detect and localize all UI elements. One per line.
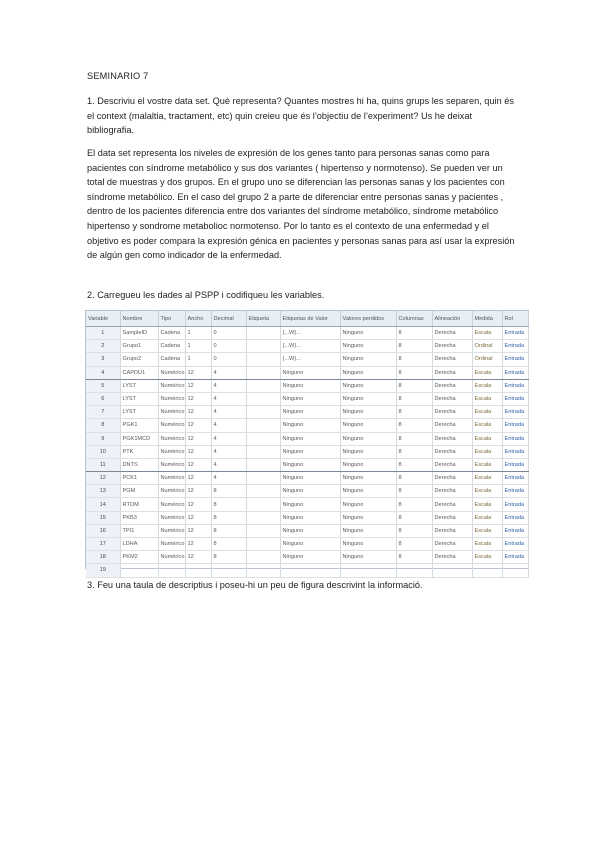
table-cell xyxy=(246,498,280,511)
table-cell: Ninguno xyxy=(340,485,396,498)
table-cell: Grupo1 xyxy=(120,340,158,353)
table-cell: PGK1 xyxy=(120,419,158,432)
table-cell xyxy=(246,406,280,419)
table-cell: 8 xyxy=(211,524,246,537)
table-cell xyxy=(246,564,280,577)
table-cell: 4 xyxy=(211,445,246,458)
table-cell: Ninguno xyxy=(280,472,340,485)
table-cell: Derecha xyxy=(432,419,472,432)
table-cell: Numérico xyxy=(158,392,185,405)
table-cell: Ninguno xyxy=(340,340,396,353)
table-cell: 1 xyxy=(185,353,211,366)
table-cell: Grupo2 xyxy=(120,353,158,366)
table-row xyxy=(86,511,528,524)
table-cell: Escala xyxy=(472,366,502,379)
table-cell: Ninguno xyxy=(340,392,396,405)
table-cell xyxy=(246,379,280,392)
table-cell: Derecha xyxy=(432,392,472,405)
table-cell: 12 xyxy=(185,511,211,524)
table-cell: Ninguno xyxy=(280,485,340,498)
row-number: 10 xyxy=(86,445,120,458)
document-title: SEMINARIO 7 xyxy=(87,71,149,81)
row-number: 7 xyxy=(86,406,120,419)
table-cell xyxy=(246,472,280,485)
table-cell xyxy=(211,564,246,577)
table-cell xyxy=(246,445,280,458)
table-row xyxy=(86,458,528,471)
table-cell: Entrada xyxy=(502,551,528,564)
table-cell: 12 xyxy=(185,551,211,564)
table-cell: Ninguno xyxy=(280,392,340,405)
table-cell: Entrada xyxy=(502,419,528,432)
table-cell xyxy=(246,432,280,445)
table-cell: PGM xyxy=(120,485,158,498)
table-cell: Ninguno xyxy=(280,551,340,564)
table-cell: 12 xyxy=(185,485,211,498)
table-cell: Derecha xyxy=(432,458,472,471)
table-cell: 8 xyxy=(396,458,432,471)
table-row xyxy=(86,392,528,405)
column-header: Etiquetas de Valor xyxy=(280,311,340,327)
table-cell: 0 xyxy=(211,340,246,353)
question-2: 2. Carregueu les dades al PSPP i codifiqueu les variables. xyxy=(87,290,325,300)
table-cell: Derecha xyxy=(432,353,472,366)
table-cell: LDHA xyxy=(120,538,158,551)
table-cell: 8 xyxy=(396,538,432,551)
row-number: 17 xyxy=(86,538,120,551)
table-cell: Cadena xyxy=(158,340,185,353)
row-number: 6 xyxy=(86,392,120,405)
table-cell: Escala xyxy=(472,406,502,419)
table-cell: 8 xyxy=(211,551,246,564)
row-number: 1 xyxy=(86,327,120,340)
row-number: 14 xyxy=(86,498,120,511)
table-cell: Entrada xyxy=(502,379,528,392)
column-header: Medida xyxy=(472,311,502,327)
table-row xyxy=(86,485,528,498)
table-cell: Entrada xyxy=(502,406,528,419)
table-cell xyxy=(396,564,432,577)
table-cell: Derecha xyxy=(432,524,472,537)
table-cell xyxy=(502,564,528,577)
table-cell: 12 xyxy=(185,379,211,392)
column-header: Ancho xyxy=(185,311,211,327)
table-cell: Ninguno xyxy=(340,551,396,564)
table-cell: Derecha xyxy=(432,472,472,485)
table-cell xyxy=(246,392,280,405)
table-cell: Derecha xyxy=(432,538,472,551)
table-row xyxy=(86,524,528,537)
table-cell: 8 xyxy=(396,432,432,445)
table-cell: 4 xyxy=(211,419,246,432)
table-cell: Entrada xyxy=(502,458,528,471)
table-cell: RTOM xyxy=(120,498,158,511)
table-cell: 8 xyxy=(396,498,432,511)
table-cell: Escala xyxy=(472,419,502,432)
column-header: Valores perdidos xyxy=(340,311,396,327)
row-number: 19 xyxy=(86,564,120,577)
table-cell: Numérico xyxy=(158,472,185,485)
table-cell: 8 xyxy=(396,419,432,432)
table-cell: 8 xyxy=(211,511,246,524)
table-cell: LYST xyxy=(120,392,158,405)
table-row xyxy=(86,406,528,419)
table-row xyxy=(86,538,528,551)
table-cell: 8 xyxy=(396,353,432,366)
table-row xyxy=(86,340,528,353)
table-cell: Escala xyxy=(472,445,502,458)
table-cell xyxy=(472,564,502,577)
table-cell: 8 xyxy=(396,524,432,537)
row-number: 18 xyxy=(86,551,120,564)
row-number: 8 xyxy=(86,419,120,432)
table-cell: Derecha xyxy=(432,340,472,353)
table-cell: Entrada xyxy=(502,485,528,498)
table-cell: CAPDU1 xyxy=(120,366,158,379)
table-cell: 8 xyxy=(396,445,432,458)
table-cell xyxy=(246,353,280,366)
column-header: Tipo xyxy=(158,311,185,327)
table-cell: Entrada xyxy=(502,327,528,340)
table-cell: Entrada xyxy=(502,538,528,551)
table-cell: Escala xyxy=(472,432,502,445)
table-cell: Ninguno xyxy=(340,353,396,366)
table-cell: Ordinal xyxy=(472,340,502,353)
table-row xyxy=(86,366,528,379)
table-cell: 1 xyxy=(185,327,211,340)
table-cell: Derecha xyxy=(432,551,472,564)
table-cell xyxy=(185,564,211,577)
table-cell: Escala xyxy=(472,498,502,511)
table-cell xyxy=(246,366,280,379)
table-cell: 8 xyxy=(396,327,432,340)
table-cell: PTK xyxy=(120,445,158,458)
table-cell: 8 xyxy=(396,472,432,485)
table-cell xyxy=(158,564,185,577)
table-cell: Cadena xyxy=(158,327,185,340)
table-row xyxy=(86,419,528,432)
row-number: 4 xyxy=(86,366,120,379)
table-cell: Numérico xyxy=(158,366,185,379)
table-cell: Ninguno xyxy=(340,366,396,379)
table-cell: Ninguno xyxy=(280,366,340,379)
column-header: Columnas xyxy=(396,311,432,327)
table-cell: Cadena xyxy=(158,353,185,366)
table-cell: {...W}... xyxy=(280,353,340,366)
table-cell: 8 xyxy=(211,485,246,498)
table-cell: Escala xyxy=(472,524,502,537)
table-cell: {...W}... xyxy=(280,327,340,340)
table-cell: Escala xyxy=(472,485,502,498)
table-cell xyxy=(246,327,280,340)
table-cell xyxy=(280,564,340,577)
table-cell: 12 xyxy=(185,406,211,419)
row-number: 15 xyxy=(86,511,120,524)
table-cell: Ninguno xyxy=(340,445,396,458)
table-cell: Escala xyxy=(472,538,502,551)
table-cell: Entrada xyxy=(502,524,528,537)
table-cell: Escala xyxy=(472,327,502,340)
table-cell: Numérico xyxy=(158,485,185,498)
table-cell: 12 xyxy=(185,472,211,485)
table-cell: PKM2 xyxy=(120,551,158,564)
table-cell: 8 xyxy=(396,366,432,379)
table-cell: {...W}... xyxy=(280,340,340,353)
table-cell: Ninguno xyxy=(340,511,396,524)
table-cell: DNTS xyxy=(120,458,158,471)
table-cell: Numérico xyxy=(158,445,185,458)
column-header: Nombre xyxy=(120,311,158,327)
question-1: 1. Descriviu el vostre data set. Què representa? Quantes mostres hi ha, quins grups les separen, quin és el context (malaltia, tractament, etc) quin creieu que és l’objectiu de l’experiment? Us he deixat bibliografia. xyxy=(87,96,514,136)
table-cell: 1 xyxy=(185,340,211,353)
table-cell: PKB3 xyxy=(120,511,158,524)
table-cell: Entrada xyxy=(502,445,528,458)
table-row xyxy=(86,432,528,445)
table-row xyxy=(86,379,528,392)
table-row xyxy=(86,353,528,366)
table-cell xyxy=(246,485,280,498)
variable-table xyxy=(86,311,529,578)
table-cell: 12 xyxy=(185,445,211,458)
table-row xyxy=(86,472,528,485)
table-cell: 4 xyxy=(211,432,246,445)
table-cell: Numérico xyxy=(158,432,185,445)
table-cell: Ninguno xyxy=(340,379,396,392)
table-cell: 8 xyxy=(396,379,432,392)
table-cell: 12 xyxy=(185,392,211,405)
table-cell: Entrada xyxy=(502,353,528,366)
table-cell: PCK1 xyxy=(120,472,158,485)
row-number: 13 xyxy=(86,485,120,498)
table-cell: Ninguno xyxy=(340,419,396,432)
table-cell: Escala xyxy=(472,392,502,405)
table-cell: Derecha xyxy=(432,511,472,524)
table-cell: 4 xyxy=(211,366,246,379)
row-number: 11 xyxy=(86,458,120,471)
table-cell xyxy=(246,524,280,537)
table-cell: Numérico xyxy=(158,498,185,511)
column-header: Etiqueta xyxy=(246,311,280,327)
table-cell: PGK1MCD xyxy=(120,432,158,445)
table-cell xyxy=(246,340,280,353)
table-body xyxy=(86,327,528,578)
table-cell xyxy=(246,511,280,524)
table-cell: 0 xyxy=(211,327,246,340)
row-number: 12 xyxy=(86,472,120,485)
table-cell: Entrada xyxy=(502,366,528,379)
table-cell: Ninguno xyxy=(280,458,340,471)
table-cell xyxy=(246,538,280,551)
table-cell: 12 xyxy=(185,458,211,471)
table-cell: 8 xyxy=(396,406,432,419)
table-cell: Ninguno xyxy=(280,498,340,511)
table-cell: 12 xyxy=(185,366,211,379)
table-cell: 4 xyxy=(211,472,246,485)
table-cell: 8 xyxy=(396,340,432,353)
table-cell: Ninguno xyxy=(340,406,396,419)
table-cell: 8 xyxy=(396,392,432,405)
table-cell: Derecha xyxy=(432,498,472,511)
row-number: 5 xyxy=(86,379,120,392)
table-cell: Ninguno xyxy=(280,432,340,445)
table-cell: Numérico xyxy=(158,511,185,524)
table-cell xyxy=(246,458,280,471)
row-number: 3 xyxy=(86,353,120,366)
table-cell: 4 xyxy=(211,392,246,405)
table-cell: Derecha xyxy=(432,432,472,445)
table-cell: Escala xyxy=(472,472,502,485)
table-cell: Derecha xyxy=(432,406,472,419)
table-cell xyxy=(120,564,158,577)
table-cell: Ninguno xyxy=(280,379,340,392)
table-cell: Ninguno xyxy=(280,538,340,551)
table-cell: Escala xyxy=(472,458,502,471)
table-cell: Ninguno xyxy=(340,538,396,551)
table-cell: Entrada xyxy=(502,472,528,485)
question-3: 3. Feu una taula de descriptius i poseu-hi un peu de figura descrivint la informació. xyxy=(87,580,423,590)
table-cell: Ninguno xyxy=(340,498,396,511)
table-cell: Derecha xyxy=(432,379,472,392)
table-cell: Ninguno xyxy=(340,524,396,537)
table-cell: Entrada xyxy=(502,340,528,353)
table-cell: Numérico xyxy=(158,551,185,564)
row-number: 16 xyxy=(86,524,120,537)
table-cell: Ordinal xyxy=(472,353,502,366)
table-cell: 8 xyxy=(396,511,432,524)
table-cell: Escala xyxy=(472,511,502,524)
table-cell: 8 xyxy=(396,485,432,498)
table-cell: Numérico xyxy=(158,524,185,537)
table-cell: LYST xyxy=(120,379,158,392)
table-cell: Ninguno xyxy=(340,472,396,485)
table-cell: Numérico xyxy=(158,458,185,471)
table-cell: Derecha xyxy=(432,485,472,498)
table-cell: 8 xyxy=(211,538,246,551)
table-cell: Derecha xyxy=(432,445,472,458)
table-cell: Ninguno xyxy=(340,458,396,471)
table-cell: Escala xyxy=(472,551,502,564)
column-header: Alineación xyxy=(432,311,472,327)
table-cell: SampleID xyxy=(120,327,158,340)
table-cell: Escala xyxy=(472,379,502,392)
table-cell xyxy=(246,551,280,564)
table-cell xyxy=(432,564,472,577)
table-cell: 12 xyxy=(185,419,211,432)
table-cell: Derecha xyxy=(432,327,472,340)
table-header-row xyxy=(86,311,528,327)
table-cell: 8 xyxy=(211,498,246,511)
table-cell: Numérico xyxy=(158,379,185,392)
table-row xyxy=(86,498,528,511)
column-header: Rol xyxy=(502,311,528,327)
table-cell: Derecha xyxy=(432,366,472,379)
table-cell: TPI1 xyxy=(120,524,158,537)
table-cell: Ninguno xyxy=(280,419,340,432)
table-cell: Entrada xyxy=(502,432,528,445)
pspp-variable-view-screenshot xyxy=(85,310,529,574)
table-cell: 4 xyxy=(211,379,246,392)
table-cell: Entrada xyxy=(502,392,528,405)
row-number: 9 xyxy=(86,432,120,445)
table-cell: Ninguno xyxy=(340,327,396,340)
table-cell: Ninguno xyxy=(280,524,340,537)
table-cell: 4 xyxy=(211,406,246,419)
table-cell: Ninguno xyxy=(280,406,340,419)
table-cell: 4 xyxy=(211,458,246,471)
table-row xyxy=(86,327,528,340)
row-number: 2 xyxy=(86,340,120,353)
table-cell: 12 xyxy=(185,538,211,551)
table-cell xyxy=(340,564,396,577)
column-header: Variable xyxy=(86,311,120,327)
table-row xyxy=(86,551,528,564)
table-cell: Ninguno xyxy=(280,445,340,458)
table-cell: Numérico xyxy=(158,406,185,419)
answer-1: El data set representa los niveles de expresión de los genes tanto para personas sanas como para pacientes con síndrome metabólico y sus dos variantes ( hipertenso y normotenso). Se pueden ver un total de muestras y dos grupos. En el grupo uno se diferencian las personas sanas y los pacientes con síndrome metabólico. En el caso del grupo 2 a parte de diferenciar entre personas sanas y pacientes , dentro de los pacientes diferencia entre dos variantes del síndrome metabólico, síndrome metabólico hipertenso y sondrome metabolioc normotenso. Por lo tanto es el contexto de una enfermedad y el objetivo es poder compara la expresión génica en pacientes y personas sanas para así usar la expresión de algún gen como indicador de la enfermedad. xyxy=(87,148,515,261)
table-cell: 12 xyxy=(185,524,211,537)
table-cell: Ninguno xyxy=(280,511,340,524)
table-cell: Entrada xyxy=(502,511,528,524)
table-cell: 0 xyxy=(211,353,246,366)
table-cell: 12 xyxy=(185,432,211,445)
table-row xyxy=(86,445,528,458)
table-cell: Ninguno xyxy=(340,432,396,445)
table-cell: Numérico xyxy=(158,419,185,432)
table-cell: Numérico xyxy=(158,538,185,551)
table-cell: 8 xyxy=(396,551,432,564)
table-row xyxy=(86,564,528,577)
table-cell: 12 xyxy=(185,498,211,511)
column-header: Decimal xyxy=(211,311,246,327)
table-cell: Entrada xyxy=(502,498,528,511)
table-cell: LYST xyxy=(120,406,158,419)
table-cell xyxy=(246,419,280,432)
